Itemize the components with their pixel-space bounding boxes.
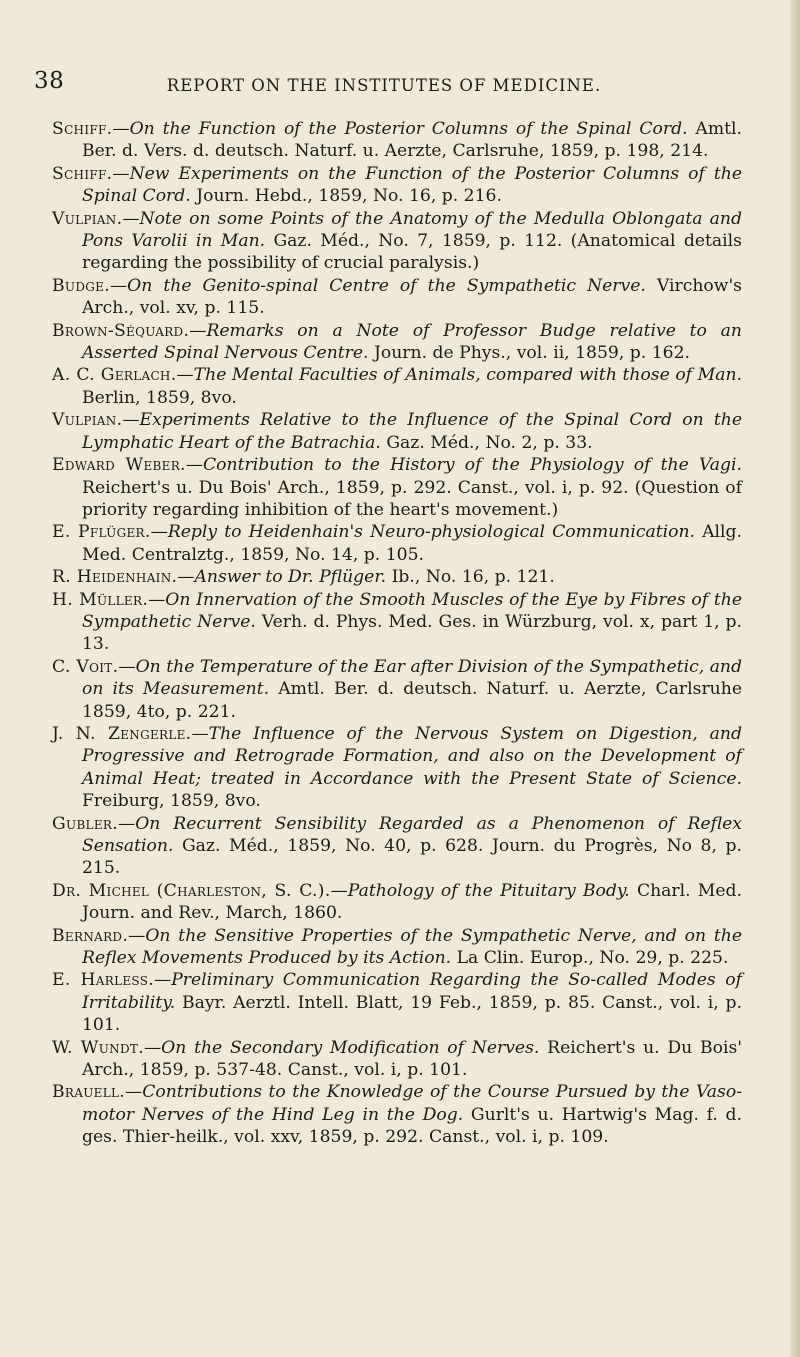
entry-author: J. N. Zengerle. <box>52 723 192 744</box>
entry-title: Reply to Heidenhain's Neuro-physiological Communication. <box>167 522 695 543</box>
entry-author: Bernard. <box>52 925 129 946</box>
entry-title: Remarks on a Note of Professor Budge relative to an Asserted Spinal Nervous Centre. <box>82 320 742 364</box>
entry-source: Journ. de Phys., vol. ii, 1859, p. 162. <box>374 343 690 364</box>
entry-title: The Influence of the Nervous System on Digestion, and Progressive and Retrograde Formation, and also on the Development of Animal Heat; treated in Accordance with the Present State of Science. <box>82 723 742 789</box>
entry-source: Bayr. Aerztl. Intell. Blatt, 19 Feb., 1859, p. 85. Canst., vol. i, p. 101. <box>82 992 742 1036</box>
bibliography-entry: E. Pflüger.—Reply to Heidenhain's Neuro-physiological Communication. Allg. Med. Centralztg., 1859, No. 14, p. 105. <box>52 522 742 565</box>
page-edge-shadow <box>790 0 800 1357</box>
entry-author: Dr. Michel (Charleston, S. C.). <box>52 880 331 901</box>
entry-title: On Recurrent Sensibility Regarded as a Phenomenon of Reflex Sensation. <box>82 813 742 856</box>
entry-title: The Mental Faculties of Animals, compared with those of Man. <box>193 365 742 386</box>
entry-source: La Clin. Europ., No. 29, p. 225. <box>456 948 729 969</box>
entry-title: Preliminary Communication Regarding the So-called Modes of Irritability. <box>82 970 743 1013</box>
bibliography-entry: Brown-Séquard.—Remarks on a Note of Professor Budge relative to an Asserted Spinal Nervous Centre. Journ. de Phys., vol. ii, 1859, p. 162. <box>52 320 742 364</box>
entry-source: Gaz. Méd., 1859, No. 40, p. 628. Journ. du Progrès, No 8, p. 215. <box>82 836 742 879</box>
entry-title: Note on some Points of the Anatomy of the Medulla Oblongata and Pons Varolii in Man. <box>82 208 742 252</box>
entry-source: Amtl. Ber. d. Vers. d. deutsch. Naturf. u. Aerzte, Carlsruhe, 1859, p. 198, 214. <box>82 119 742 162</box>
bibliography-entry: J. N. Zengerle.—The Influence of the Nervous System on Digestion, and Progressive and Retrograde Formation, and also on the Development of Animal Heat; treated in Accordance with the Present State of Science. Freiburg, 1859, 8vo. <box>52 723 742 812</box>
page-number: 38 <box>34 68 65 94</box>
bibliography-entry: Brauell.—Contributions to the Knowledge of the Course Pursued by the Vaso-motor Nerves of the Hind Leg in the Dog. Gurlt's u. Hartwig's Mag. f. d. ges. Thier-heilk., vol. xxv, 1859, p. 292. Canst., vol. i, p. 109. <box>52 1082 743 1148</box>
entry-author: E. Harless. <box>52 970 155 991</box>
bibliography-entry: A. C. Gerlach.—The Mental Faculties of Animals, compared with those of Man. Berlin, 1859, 8vo. <box>52 365 742 408</box>
bibliography-entry: Schiff.—On the Function of the Posterior Columns of the Spinal Cord. Amtl. Ber. d. Vers. d. deutsch. Naturf. u. Aerzte, Carlsruhe, 1859, p. 198, 214. <box>52 119 742 162</box>
entry-source: Virchow's Arch., vol. xv, p. 115. <box>82 275 742 319</box>
entry-source: Freiburg, 1859, 8vo. <box>82 791 261 812</box>
bibliography-entry: Edward Weber.—Contribution to the History of the Physiology of the Vagi. Reichert's u. Du Bois' Arch., 1859, p. 292. Canst., vol. i, p. 92. (Question of priority regarding inhibition of the heart's movement.) <box>52 455 743 520</box>
bibliography-entry: Gubler.—On Recurrent Sensibility Regarded as a Phenomenon of Reflex Sensation. Gaz. Méd., 1859, No. 40, p. 628. Journ. du Progrès, No 8, p. 215. <box>52 813 742 879</box>
running-title: REPORT ON THE INSTITUTES OF MEDICINE. <box>166 76 602 95</box>
bibliography-entry: W. Wundt.—On the Secondary Modification of Nerves. Reichert's u. Du Bois' Arch., 1859, p. 537-48. Canst., vol. i, p. 101. <box>52 1037 743 1081</box>
bibliography-list <box>52 118 742 1149</box>
bibliography-entry: Bernard.—On the Sensitive Properties of the Sympathetic Nerve, and on the Reflex Movements Produced by its Action. La Clin. Europ., No. 29, p. 225. <box>52 925 742 969</box>
entry-title: On the Function of the Posterior Columns of the Spinal Cord. <box>129 119 688 139</box>
entry-source: Ib., No. 16, p. 121. <box>391 567 555 588</box>
bibliography-entry: C. Voit.—On the Temperature of the Ear after Division of the Sympathetic, and on its Measurement. Amtl. Ber. d. deutsch. Naturf. u. Aerzte, Carlsruhe 1859, 4to, p. 221. <box>52 656 743 722</box>
entry-author: Budge. <box>52 275 110 296</box>
entry-source: Gaz. Méd., No. 2, p. 33. <box>386 432 593 453</box>
entry-author: Vulpian. <box>52 208 123 229</box>
entry-author: H. Müller. <box>52 589 149 610</box>
page-header <box>34 68 734 102</box>
entry-title: Answer to Dr. Pflüger. <box>194 567 387 588</box>
entry-author: Gubler. <box>52 813 118 834</box>
entry-title: On the Secondary Modification of Nerves. <box>161 1037 540 1058</box>
entry-author: R. Heidenhain. <box>52 567 178 588</box>
entry-author: Edward Weber. <box>52 455 186 476</box>
entry-source: Reichert's u. Du Bois' Arch., 1859, p. 292. Canst., vol. i, p. 92. (Question of priority regarding inhibition of the heart's movement.) <box>82 477 742 520</box>
entry-source: Reichert's u. Du Bois' Arch., 1859, p. 537-48. Canst., vol. i, p. 101. <box>82 1037 743 1081</box>
entry-title: Experiments Relative to the Influence of the Spinal Cord on the Lymphatic Heart of the Batrachia. <box>82 410 742 453</box>
entry-author: Schiff. <box>52 163 113 184</box>
entry-title: On the Genito-spinal Centre of the Sympathetic Nerve. <box>127 275 646 296</box>
entry-author: Brauell. <box>52 1082 126 1103</box>
entry-title: On Innervation of the Smooth Muscles of the Eye by Fibres of the Sympathetic Nerve. <box>82 589 742 632</box>
entry-author: Brown-Séquard. <box>52 320 190 341</box>
bibliography-entry: Vulpian.—Note on some Points of the Anatomy of the Medulla Oblongata and Pons Varolii in Man. Gaz. Méd., No. 7, 1859, p. 112. (Anatomical details regarding the possibility of crucial paralysis.) <box>52 208 742 274</box>
entry-source: Charl. Med. Journ. and Rev., March, 1860. <box>82 880 743 924</box>
bibliography-entry: E. Harless.—Preliminary Communication Regarding the So-called Modes of Irritability. Bayr. Aerztl. Intell. Blatt, 19 Feb., 1859, p. 85. Canst., vol. i, p. 101. <box>52 970 743 1036</box>
entry-source: Allg. Med. Centralztg., 1859, No. 14, p. 105. <box>82 522 742 565</box>
entry-title: On the Sensitive Properties of the Sympathetic Nerve, and on the Reflex Movements Produced by its Action. <box>82 925 742 969</box>
bibliography-entry: H. Müller.—On Innervation of the Smooth Muscles of the Eye by Fibres of the Sympathetic Nerve. Verh. d. Phys. Med. Ges. in Würzburg, vol. x, part 1, p. 13. <box>52 589 742 655</box>
entry-author: W. Wundt. <box>52 1037 144 1058</box>
entry-source: Berlin, 1859, 8vo. <box>82 387 237 408</box>
bibliography-entry: R. Heidenhain.—Answer to Dr. Pflüger. Ib., No. 16, p. 121. <box>52 567 555 588</box>
entry-source: Gurlt's u. Hartwig's Mag. f. d. ges. Thier-heilk., vol. xxv, 1859, p. 292. Canst., vol. i, p. 109. <box>82 1104 743 1148</box>
entry-author: Schiff. <box>52 119 113 139</box>
bibliography-entry: Dr. Michel (Charleston, S. C.).—Pathology of the Pituitary Body. Charl. Med. Journ. and Rev., March, 1860. <box>52 880 743 924</box>
entry-source: Journ. Hebd., 1859, No. 16, p. 216. <box>196 186 502 207</box>
bibliography-entry: Vulpian.—Experiments Relative to the Influence of the Spinal Cord on the Lymphatic Heart of the Batrachia. Gaz. Méd., No. 2, p. 33. <box>52 410 742 453</box>
bibliography-entry: Schiff.—New Experiments on the Function of the Posterior Columns of the Spinal Cord. Journ. Hebd., 1859, No. 16, p. 216. <box>52 163 742 207</box>
entry-title: New Experiments on the Function of the Posterior Columns of the Spinal Cord. <box>82 163 742 207</box>
entry-title: On the Temperature of the Ear after Division of the Sympathetic, and on its Measurement. <box>82 656 743 700</box>
entry-author: Vulpian. <box>52 410 123 431</box>
entry-title: Pathology of the Pituitary Body. <box>347 880 630 901</box>
entry-title: Contribution to the History of the Physiology of the Vagi. <box>203 455 743 476</box>
entry-author: E. Pflüger. <box>52 522 151 543</box>
entry-source: Gaz. Méd., No. 7, 1859, p. 112. (Anatomical details regarding the possibility of crucial paralysis.) <box>82 231 742 274</box>
entry-author: C. Voit. <box>52 656 119 677</box>
entry-source: Verh. d. Phys. Med. Ges. in Würzburg, vol. x, part 1, p. 13. <box>82 611 742 655</box>
bibliography-entry: Budge.—On the Genito-spinal Centre of the Sympathetic Nerve. Virchow's Arch., vol. xv, p. 115. <box>52 275 742 319</box>
entry-title: Contributions to the Knowledge of the Course Pursued by the Vaso-motor Nerves of the Hind Leg in the Dog. <box>82 1082 742 1125</box>
entry-source: Amtl. Ber. d. deutsch. Naturf. u. Aerzte, Carlsruhe 1859, 4to, p. 221. <box>82 679 742 722</box>
entry-author: A. C. Gerlach. <box>52 365 177 386</box>
